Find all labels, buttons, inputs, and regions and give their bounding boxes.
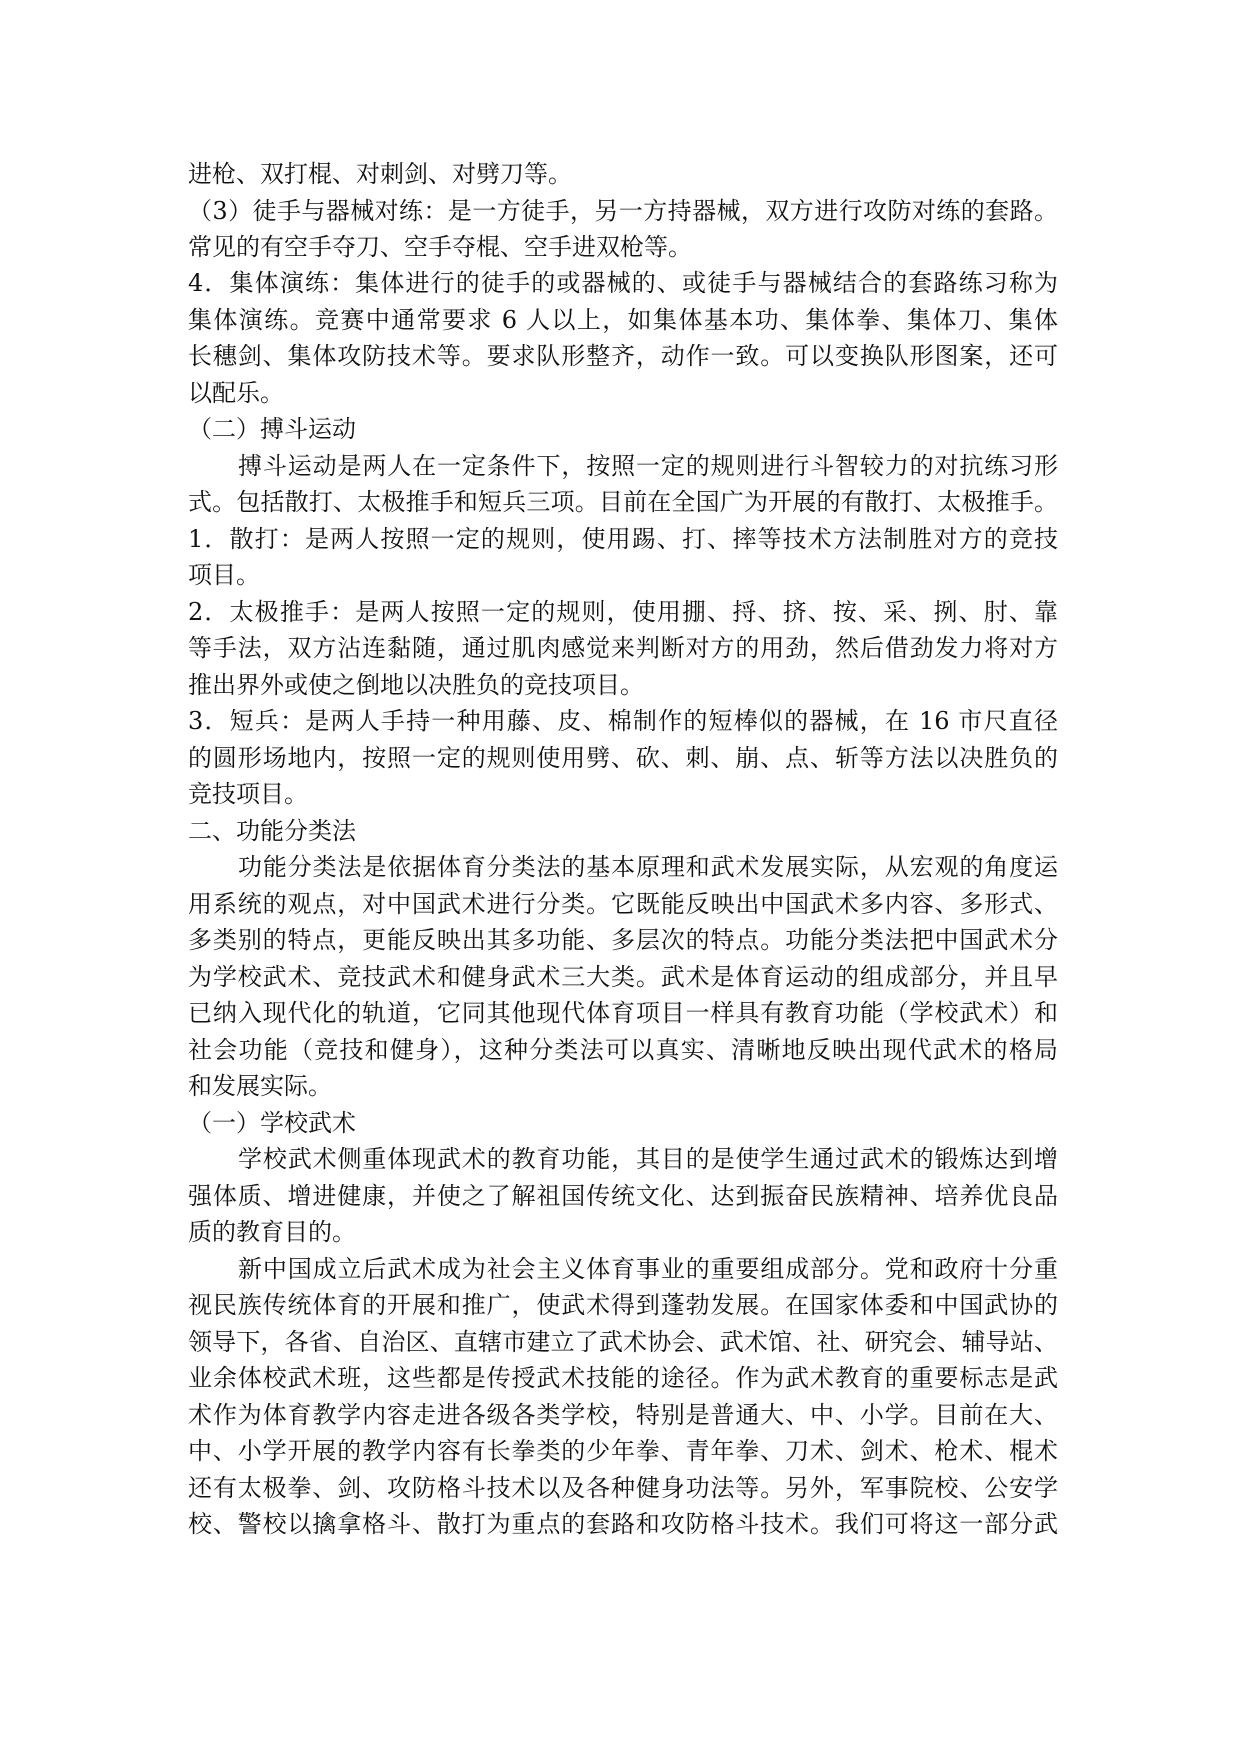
text-line: 4．集体演练：集体进行的徒手的或器械的、或徒手与器械结合的套路练习称为 xyxy=(188,269,1058,297)
text-line: 项目。 xyxy=(188,561,260,589)
text-line: 功能分类法是依据体育分类法的基本原理和武术发展实际，从宏观的角度运 xyxy=(238,853,1058,881)
text-line: 进枪、双打棍、对刺剑、对劈刀等。 xyxy=(188,160,572,188)
text-line: 业余体校武术班，这些都是传授武术技能的途径。作为武术教育的重要标志是武 xyxy=(188,1364,1058,1392)
text-line: 领导下，各省、自治区、直辖市建立了武术协会、武术馆、社、研究会、辅导站、 xyxy=(188,1328,1058,1356)
text-line: 常见的有空手夺刀、空手夺棍、空手进双枪等。 xyxy=(188,233,692,261)
text-line: 已纳入现代化的轨道，它同其他现代体育项目一样具有教育功能（学校武术）和 xyxy=(188,999,1058,1027)
text-line: 术作为体育教学内容走进各级各类学校，特别是普通大、中、小学。目前在大、 xyxy=(188,1401,1058,1429)
section-heading: （一）学校武术 xyxy=(188,1109,356,1137)
text-line: 为学校武术、竞技武术和健身武术三大类。武术是体育运动的组成部分，并且早 xyxy=(188,963,1058,991)
text-line: 2．太极推手：是两人按照一定的规则，使用掤、捋、挤、按、采、挒、肘、靠 xyxy=(188,598,1058,626)
text-line: 新中国成立后武术成为社会主义体育事业的重要组成部分。党和政府十分重 xyxy=(238,1255,1058,1283)
text-line: 的圆形场地内，按照一定的规则使用劈、砍、刺、崩、点、斩等方法以决胜负的 xyxy=(188,744,1058,772)
text-line: 推出界外或使之倒地以决胜负的竞技项目。 xyxy=(188,671,644,699)
text-line: 式。包括散打、太极推手和短兵三项。目前在全国广为开展的有散打、太极推手。 xyxy=(188,488,1058,516)
text-line: 和发展实际。 xyxy=(188,1072,332,1100)
text-line: 长穗剑、集体攻防技术等。要求队形整齐，动作一致。可以变换队形图案，还可 xyxy=(188,342,1058,370)
text-line: 搏斗运动是两人在一定条件下，按照一定的规则进行斗智较力的对抗练习形 xyxy=(238,452,1058,480)
text-line: 3．短兵：是两人手持一种用藤、皮、棉制作的短棒似的器械，在 16 市尺直径 xyxy=(188,707,1058,735)
text-line: 等手法，双方沾连黏随，通过肌肉感觉来判断对方的用劲，然后借劲发力将对方 xyxy=(188,634,1058,662)
text-line: 校、警校以擒拿格斗、散打为重点的套路和攻防格斗技术。我们可将这一部分武 xyxy=(188,1510,1058,1538)
text-line: 用系统的观点，对中国武术进行分类。它既能反映出中国武术多内容、多形式、 xyxy=(188,890,1058,918)
section-heading: （二）搏斗运动 xyxy=(188,415,356,443)
text-line: 质的教育目的。 xyxy=(188,1218,356,1246)
text-line: 视民族传统体育的开展和推广，使武术得到蓬勃发展。在国家体委和中国武协的 xyxy=(188,1291,1058,1319)
text-line: 中、小学开展的教学内容有长拳类的少年拳、青年拳、刀术、剑术、枪术、棍术 xyxy=(188,1437,1058,1465)
text-line: 学校武术侧重体现武术的教育功能，其目的是使学生通过武术的锻炼达到增 xyxy=(238,1145,1058,1173)
text-line: 多类别的特点，更能反映出其多功能、多层次的特点。功能分类法把中国武术分 xyxy=(188,926,1058,954)
text-line: 竞技项目。 xyxy=(188,780,308,808)
text-line: 还有太极拳、剑、攻防格斗技术以及各种健身功法等。另外，军事院校、公安学 xyxy=(188,1474,1058,1502)
text-line: 1．散打：是两人按照一定的规则，使用踢、打、摔等技术方法制胜对方的竞技 xyxy=(188,525,1058,553)
text-line: 集体演练。竞赛中通常要求 6 人以上，如集体基本功、集体拳、集体刀、集体 xyxy=(188,306,1058,334)
section-heading: 二、功能分类法 xyxy=(188,817,356,845)
text-line: （3）徒手与器械对练：是一方徒手，另一方持器械，双方进行攻防对练的套路。 xyxy=(188,197,1058,225)
text-line: 社会功能（竞技和健身），这种分类法可以真实、清晰地反映出现代武术的格局 xyxy=(188,1036,1058,1064)
text-line: 以配乐。 xyxy=(188,379,284,407)
text-line: 强体质、增进健康，并使之了解祖国传统文化、达到振奋民族精神、培养优良品 xyxy=(188,1182,1058,1210)
